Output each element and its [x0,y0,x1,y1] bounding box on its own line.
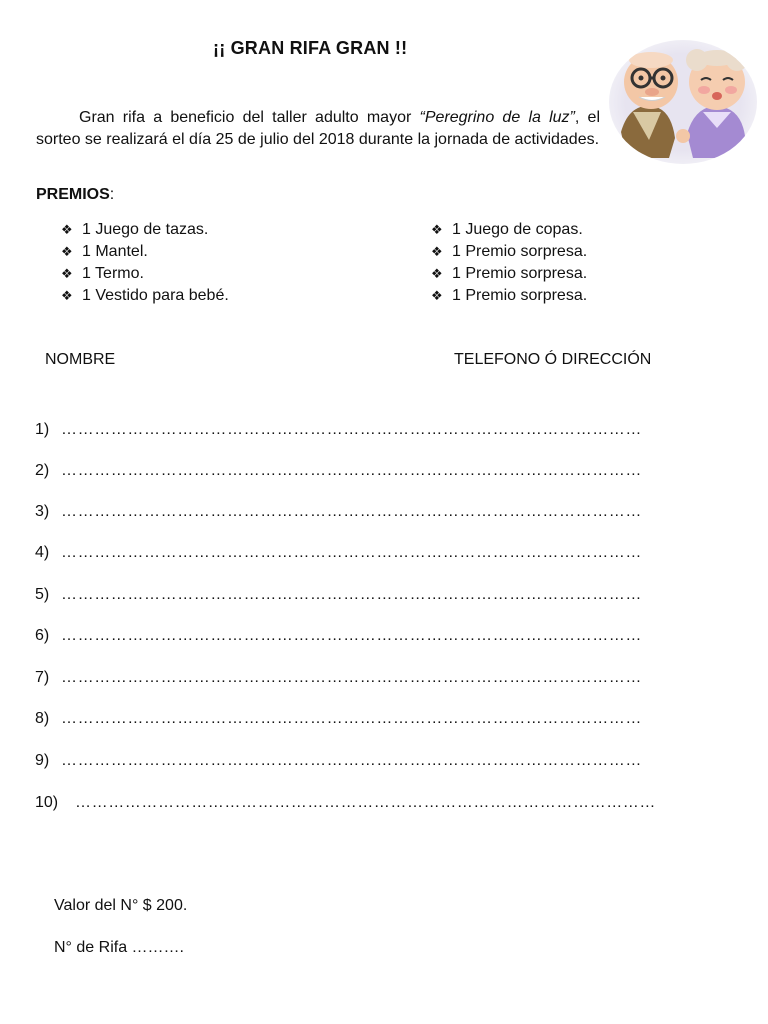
prize-label: 1 Premio sorpresa. [452,243,588,260]
entry-number: 1) [35,421,50,438]
prize-list-right [431,219,587,307]
entry-number: 4) [35,544,50,561]
entry-blank-line[interactable]: …………………………………………………………………………………………… [75,794,656,811]
entry-blank-line[interactable]: …………………………………………………………………………………………… [61,627,642,644]
column-header-name: NOMBRE [45,351,116,368]
diamond-bullet-icon: ❖ [61,222,73,237]
prize-label: 1 Premio sorpresa. [452,287,588,304]
entry-row [35,750,685,772]
prize-label: 1 Termo. [82,265,144,282]
entry-blank-line[interactable]: …………………………………………………………………………………………… [61,544,642,561]
entry-row [35,667,685,689]
entry-blank-line[interactable]: …………………………………………………………………………………………… [61,710,642,727]
entry-row [35,625,685,647]
entry-blank-line[interactable]: …………………………………………………………………………………………… [61,503,642,520]
diamond-bullet-icon: ❖ [431,266,443,281]
entry-blank-line[interactable]: …………………………………………………………………………………………… [61,752,642,769]
entry-number: 5) [35,586,50,603]
intro-text-before: Gran rifa a beneficio del taller adulto mayor [79,109,420,126]
entry-row [35,708,685,730]
prize-label: 1 Vestido para bebé. [82,287,229,304]
raffle-number: N° de Rifa ………. [54,939,184,956]
diamond-bullet-icon: ❖ [431,244,443,259]
elderly-couple-illustration [609,40,757,164]
diamond-bullet-icon: ❖ [61,288,73,303]
entry-number: 10) [35,794,59,811]
entry-row [35,792,685,814]
prize-label: 1 Premio sorpresa. [452,265,588,282]
prize-item [431,219,587,241]
prize-list-left [61,219,229,307]
prize-item [61,241,229,263]
entry-number: 8) [35,710,50,727]
entry-blank-line[interactable]: …………………………………………………………………………………………… [61,421,642,438]
entry-row [35,460,685,482]
diamond-bullet-icon: ❖ [431,222,443,237]
column-header-contact: TELEFONO Ó DIRECCIÓN [454,351,652,368]
entry-blank-line[interactable]: …………………………………………………………………………………………… [61,462,642,479]
entry-number: 3) [35,503,50,520]
entry-number: 7) [35,669,50,686]
ticket-price: Valor del N° $ 200. [54,897,188,914]
prize-item [431,263,587,285]
diamond-bullet-icon: ❖ [431,288,443,303]
raffle-title: ¡¡ GRAN RIFA GRAN !! [213,38,408,58]
prizes-heading-label: PREMIOS [36,186,110,203]
entry-row [35,419,685,441]
prize-item [431,241,587,263]
intro-text-after: , el sorteo se realizará el día 25 de julio del 2018 durante la jornada de actividades. [36,109,600,148]
entry-blank-line[interactable]: …………………………………………………………………………………………… [61,669,642,686]
diamond-bullet-icon: ❖ [61,244,73,259]
prize-item [61,219,229,241]
entry-number: 9) [35,752,50,769]
prize-label: 1 Mantel. [82,243,148,260]
prize-label: 1 Juego de tazas. [82,221,209,238]
workshop-name: “Peregrino de la luz” [419,109,575,126]
prize-label: 1 Juego de copas. [452,221,583,238]
prizes-heading-colon: : [109,186,115,203]
intro-paragraph [36,107,600,151]
entry-row [35,584,685,606]
entry-number: 2) [35,462,50,479]
entry-blank-line[interactable]: …………………………………………………………………………………………… [61,586,642,603]
entry-row [35,542,685,564]
prize-item [61,285,229,307]
prize-item [61,263,229,285]
prizes-heading [36,186,114,204]
entry-number: 6) [35,627,50,644]
entry-row [35,501,685,523]
prize-item [431,285,587,307]
diamond-bullet-icon: ❖ [61,266,73,281]
